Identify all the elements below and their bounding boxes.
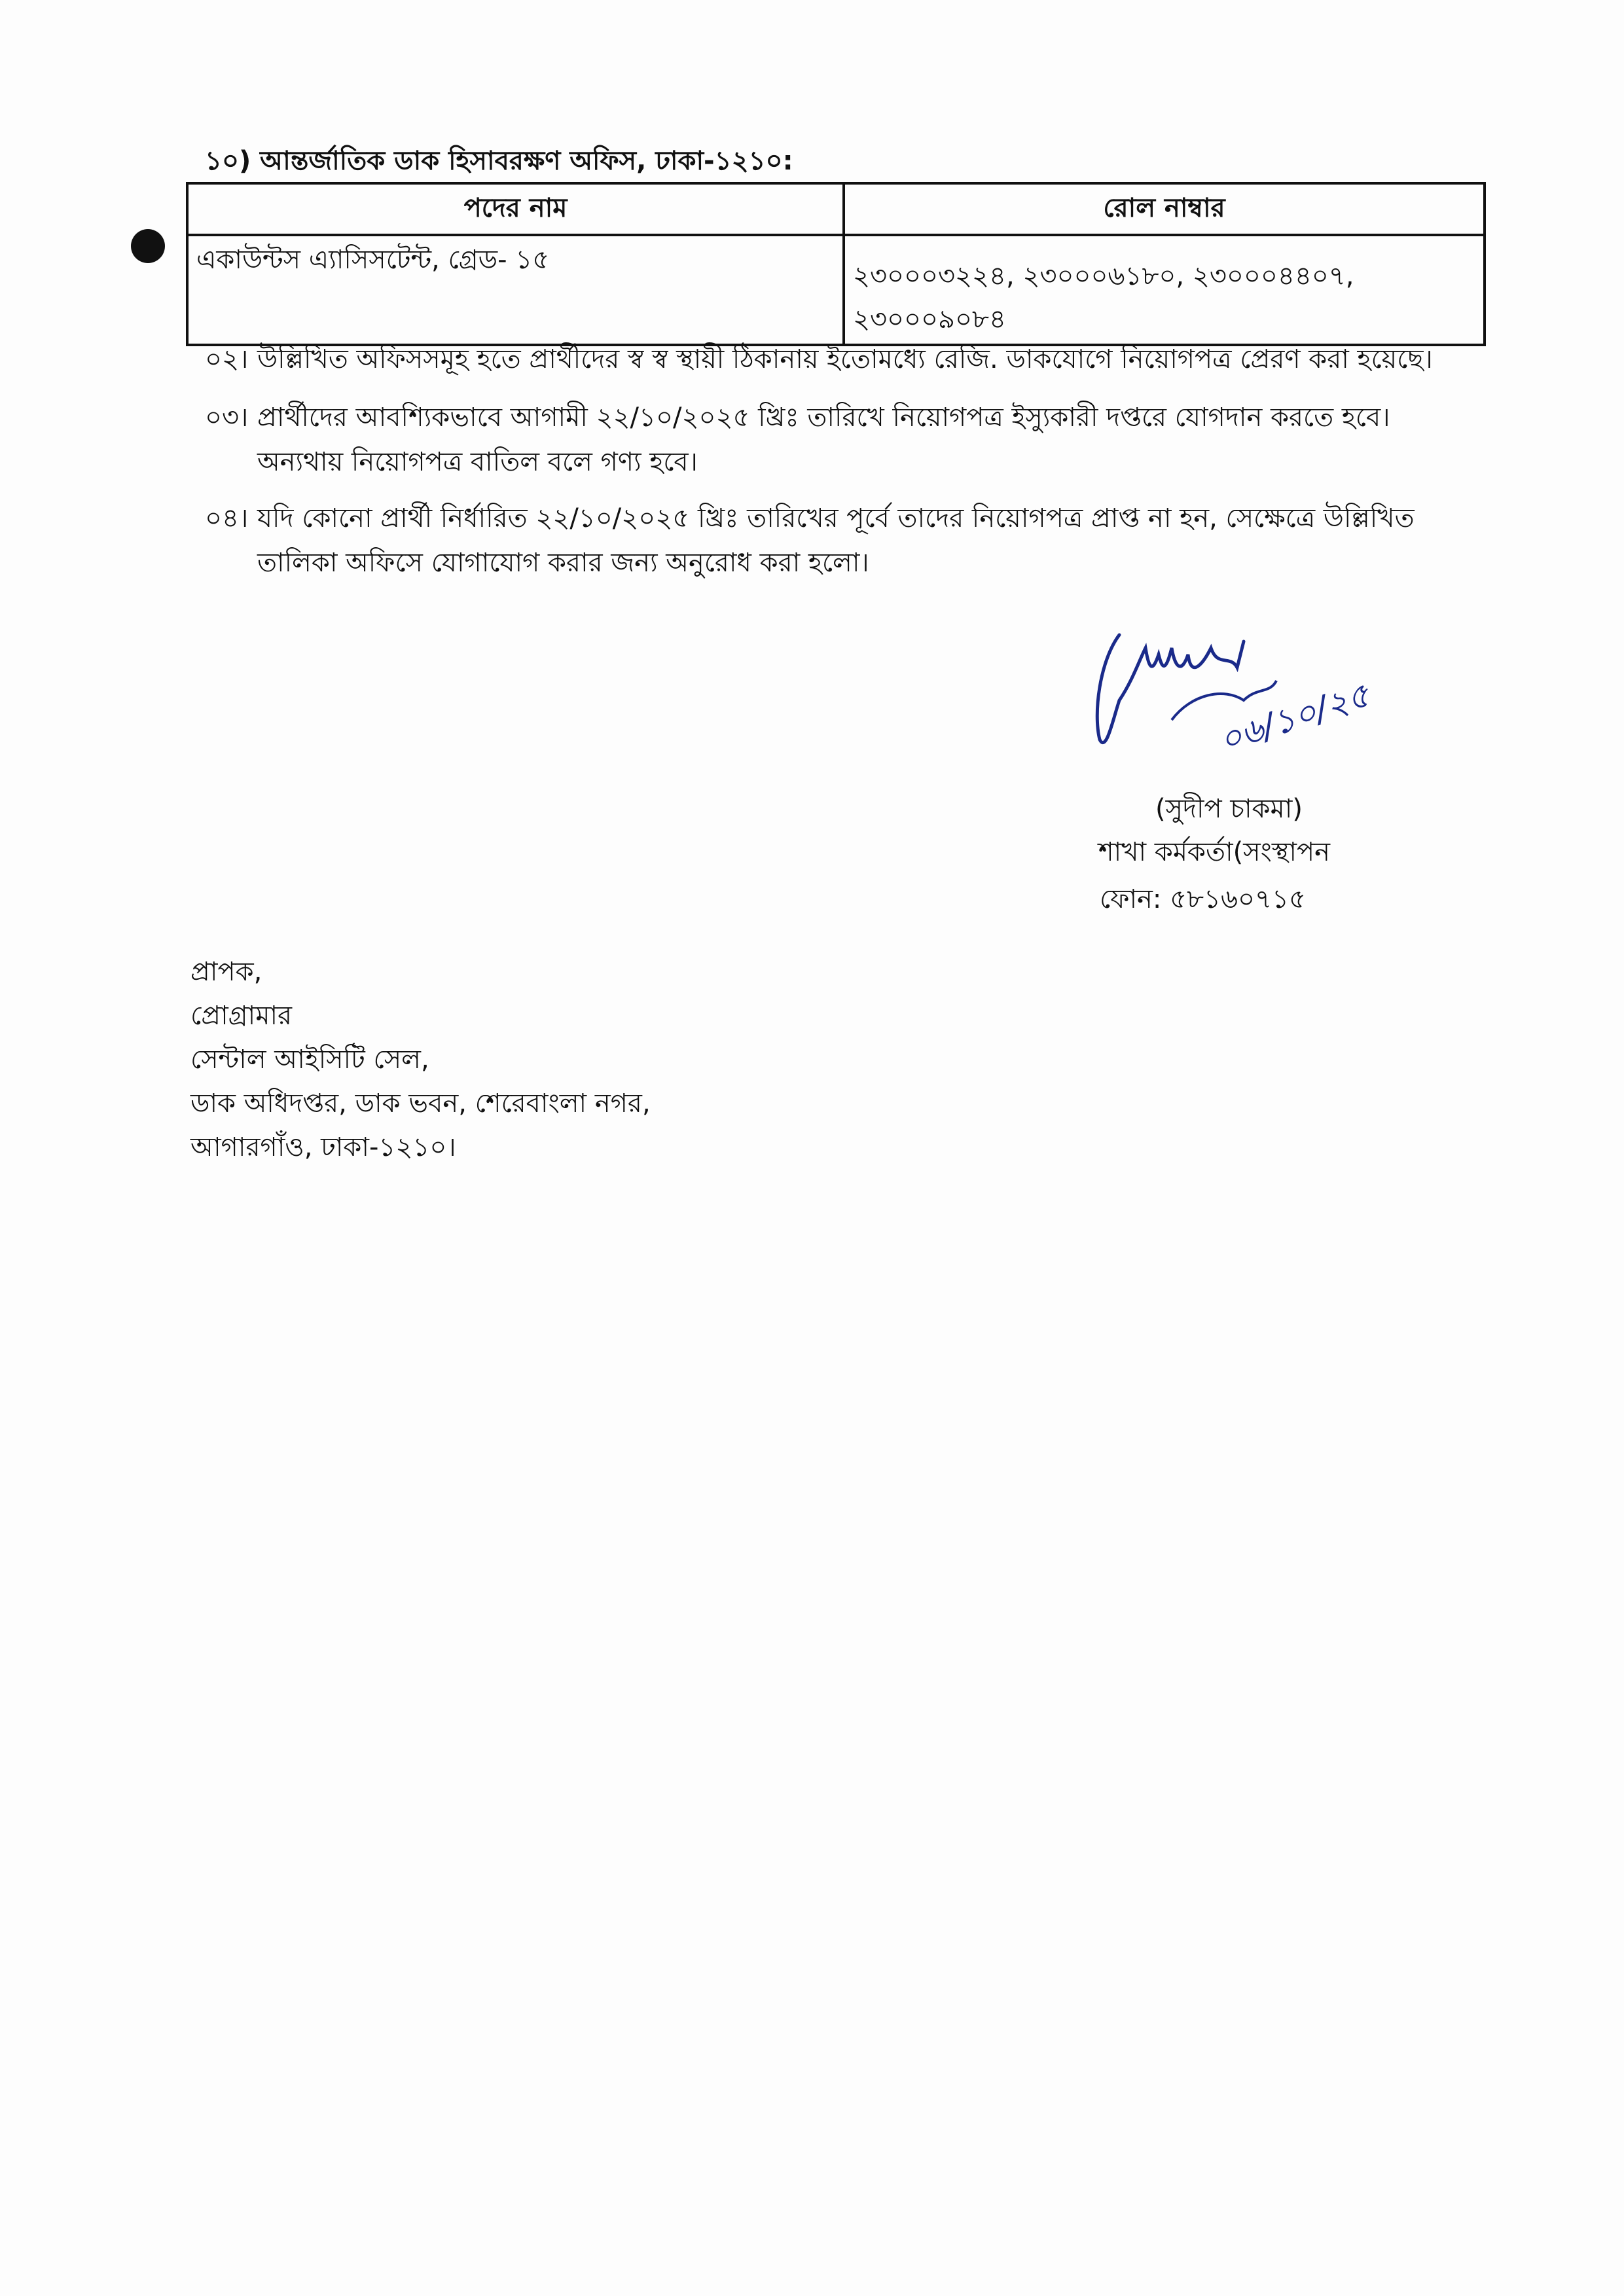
paragraph-04 [205,496,1488,585]
punch-hole [131,229,165,263]
table-header-row [187,183,1485,235]
para-number: ০৩। [205,403,249,433]
recipient-line: ডাক অধিদপ্তর, ডাক ভবন, শেরেবাংলা নগর, [190,1088,651,1119]
recipient-block [190,950,651,1170]
recipient-line: আগারগাঁও, ঢাকা-১২১০। [190,1132,456,1162]
handwritten-signature [1074,622,1388,779]
cell-roll-numbers [844,235,1485,345]
para-text: উল্লিখিত অফিসসমূহ হতে প্রার্থীদের স্ব স্ব স্থায়ী ঠিকানায় ইতোমধ্যে রেজি. ডাকযোগে নিয়োগপত্র প্রেরণ করা হয়েছে। [257,344,1433,374]
roll-line: ২৩০০০৯০৮৪ [853,304,1006,334]
para-number: ০২। [205,344,249,374]
roll-line: ২৩০০০৩২২৪, ২৩০০০৬১৮০, ২৩০০০৪৪০৭, [853,261,1354,291]
paragraph-02 [205,337,1488,382]
para-text: অন্যথায় নিয়োগপত্র বাতিল বলে গণ্য হবে। [257,447,698,477]
para-number: ০৪। [205,503,249,533]
para-text: প্রার্থীদের আবশ্যিকভাবে আগামী ২২/১০/২০২৫ খ্রিঃ তারিখে নিয়োগপত্র ইস্যুকারী দপ্তরে যোগদান করতে হবে। [257,403,1390,433]
cell-post: একাউন্টস এ্যাসিসটেন্ট, গ্রেড- ১৫ [187,235,844,345]
roll-number-table [186,182,1486,346]
section-title: ১০) আন্তর্জাতিক ডাক হিসাবরক্ষণ অফিস, ঢাকা-১২১০: [205,146,793,176]
header-post-name: পদের নাম [187,183,844,235]
para-text: তালিকা অফিসে যোগাযোগ করার জন্য অনুরোধ করা হলো। [257,548,869,578]
header-roll-number: রোল নাম্বার [844,183,1485,235]
paragraph-03 [205,395,1488,484]
para-text: যদি কোনো প্রার্থী নির্ধারিত ২২/১০/২০২৫ খ্রিঃ তারিখের পূর্বে তাদের নিয়োগপত্র প্রাপ্ত না হন, সেক্ষেত্রে উল্লিখিত [257,503,1415,533]
signer-name: (সুদীপ চাকমা) [1155,794,1303,824]
recipient-line: প্রোগ্রামার [190,1001,293,1031]
signature-date: ০৬/১০/২৫ [1214,675,1375,761]
recipient-line: সেন্টাল আইসিটি সেল, [190,1045,429,1075]
table-row [187,235,1485,345]
recipient-label: প্রাপক, [190,957,262,987]
signer-phone: ফোন: ৫৮১৬০৭১৫ [1100,884,1306,914]
signer-designation: শাখা কর্মকর্তা(সংস্থাপন [1098,837,1330,867]
